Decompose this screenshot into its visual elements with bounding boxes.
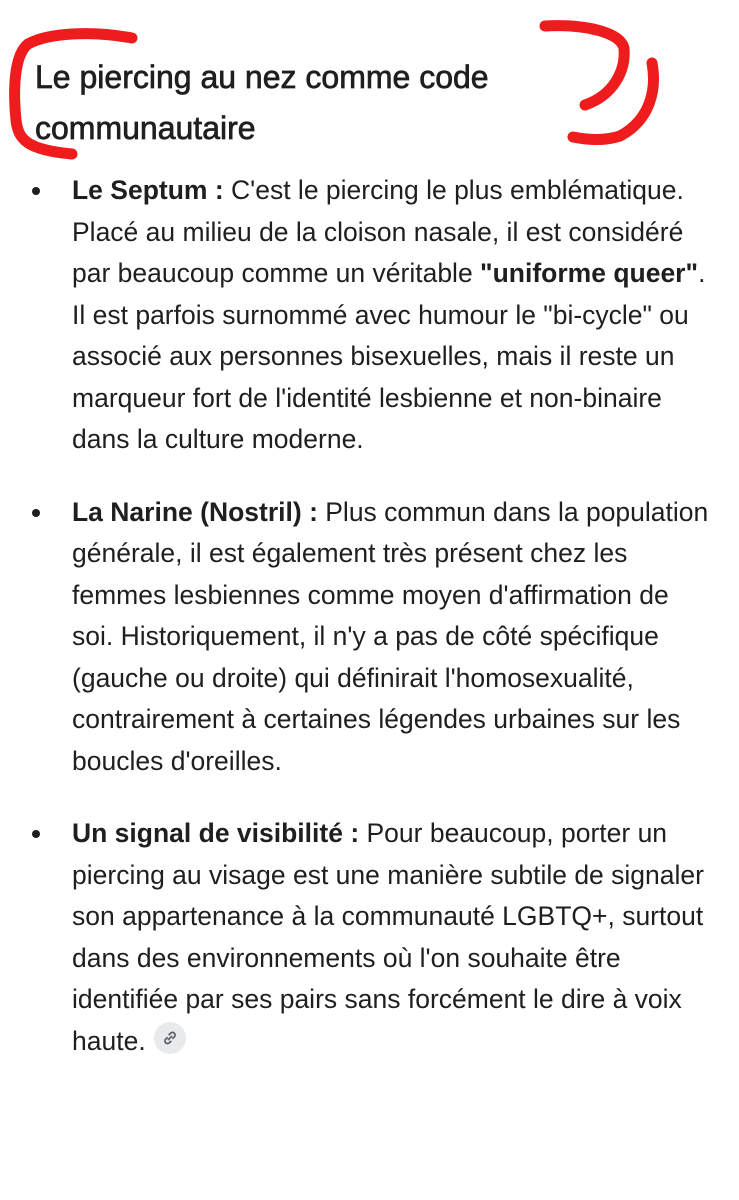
list-item <box>0 492 739 783</box>
bullet-icon <box>32 509 40 517</box>
item-text: . Il est parfois surnommé avec humour le "bi-cycle" ou associé aux personnes bisexuelles, mais il reste un marqueur fort de l'identité lesbienne et non-binaire dans la culture moderne. <box>72 258 706 454</box>
source-link-button[interactable] <box>154 1022 186 1054</box>
item-text: Pour beaucoup, porter un piercing au visage est une manière subtile de signaler son appartenance à la communauté LGBTQ+, surtout dans des environnements où l'on souhaite être identifiée par ses pairs sans forcément le dire à voix haute. <box>72 818 704 1056</box>
item-label: Le Septum : <box>72 175 224 205</box>
item-label: Un signal de visibilité : <box>72 818 360 848</box>
bullet-icon <box>32 830 40 838</box>
item-text: C'est le piercing le plus emblématique. Placé au milieu de la cloison nasale, il est considéré par beaucoup comme un véritable <box>72 175 684 288</box>
item-text: Plus commun dans la population générale, il est également très présent chez les femmes lesbiennes comme moyen d'affirmation de soi. Historiquement, il n'y a pas de côté spécifique (gauche ou droite) qui définirait l'homosexualité, contrairement à certaines légendes urbaines sur les boucles d'oreilles. <box>72 496 709 776</box>
item-emphasis: "uniforme queer" <box>480 258 699 288</box>
section-heading: Le piercing au nez comme code communautaire <box>35 59 489 146</box>
list-item <box>0 170 739 461</box>
item-label: La Narine (Nostril) : <box>72 496 318 527</box>
bullet-icon <box>32 187 40 195</box>
list-item <box>0 813 739 1062</box>
link-icon <box>162 1030 178 1046</box>
bullet-list <box>0 170 739 1062</box>
